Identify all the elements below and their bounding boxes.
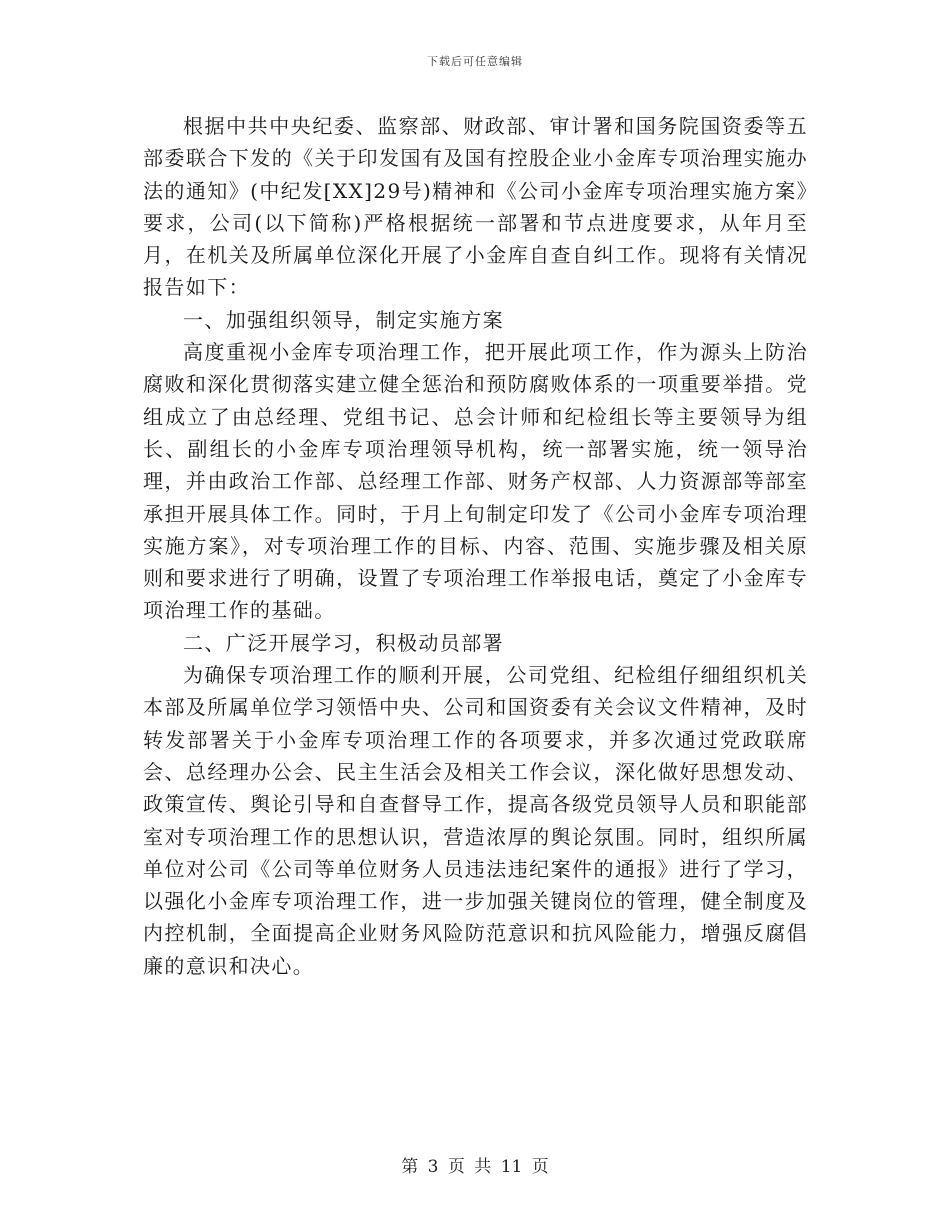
section-1-paragraph: 高度重视小金库专项治理工作，把开展此项工作，作为源头上防治腐败和深化贯彻落实建立健全惩治和预防腐败体系的一项重要举措。党组成立了由总经理、党组书记、总会计师和纪检组长等主要领导为组长、副组长的小金库专项治理领导机构，统一部署实施，统一领导治理，并由政治工作部、总经理工作部、财务产权部、人力资源部等部室承担开展具体工作。同时，于月上旬制定印发了《公司小金库专项治理实施方案》，对专项治理工作的目标、内容、范围、实施步骤及相关原则和要求进行了明确，设置了专项治理工作举报电话，奠定了小金库专项治理工作的基础。 — [143, 340, 808, 623]
page-header-note: 下载后可任意编辑 — [427, 55, 523, 68]
document-body — [143, 110, 808, 982]
section-heading-1: 一、加强组织领导，制定实施方案 — [183, 307, 504, 332]
intro-paragraph: 根据中共中央纪委、监察部、财政部、审计署和国务院国资委等五部委联合下发的《关于印发国有及国有控股企业小金库专项治理实施办法的通知》(中纪发[XX]29号)精神和《公司小金库专项治理实施方案》要求，公司(以下简称)严格根据统一部署和节点进度要求，从年月至月，在机关及所属单位深化开展了小金库自查自纠工作。现将有关情况报告如下： — [143, 114, 808, 300]
page-number-footer: 第 3 页 共 11 页 — [401, 1157, 549, 1177]
section-2-paragraph: 为确保专项治理工作的顺利开展，公司党组、纪检组仔细组织机关本部及所属单位学习领悟中央、公司和国资委有关会议文件精神，及时转发部署关于小金库专项治理工作的各项要求，并多次通过党政联席会、总经理办公会、民主生活会及相关工作会议，深化做好思想发动、政策宣传、舆论引导和自查督导工作，提高各级党员领导人员和职能部室对专项治理工作的思想认识，营造浓厚的舆论氛围。同时，组织所属单位对公司《公司等单位财务人员违法违纪案件的通报》进行了学习，以强化小金库专项治理工作，进一步加强关键岗位的管理，健全制度及内控机制，全面提高企业财务风险防范意识和抗风险能力，增强反腐倡廉的意识和决心。 — [143, 663, 808, 978]
section-heading-2: 二、广泛开展学习，积极动员部署 — [183, 630, 504, 655]
